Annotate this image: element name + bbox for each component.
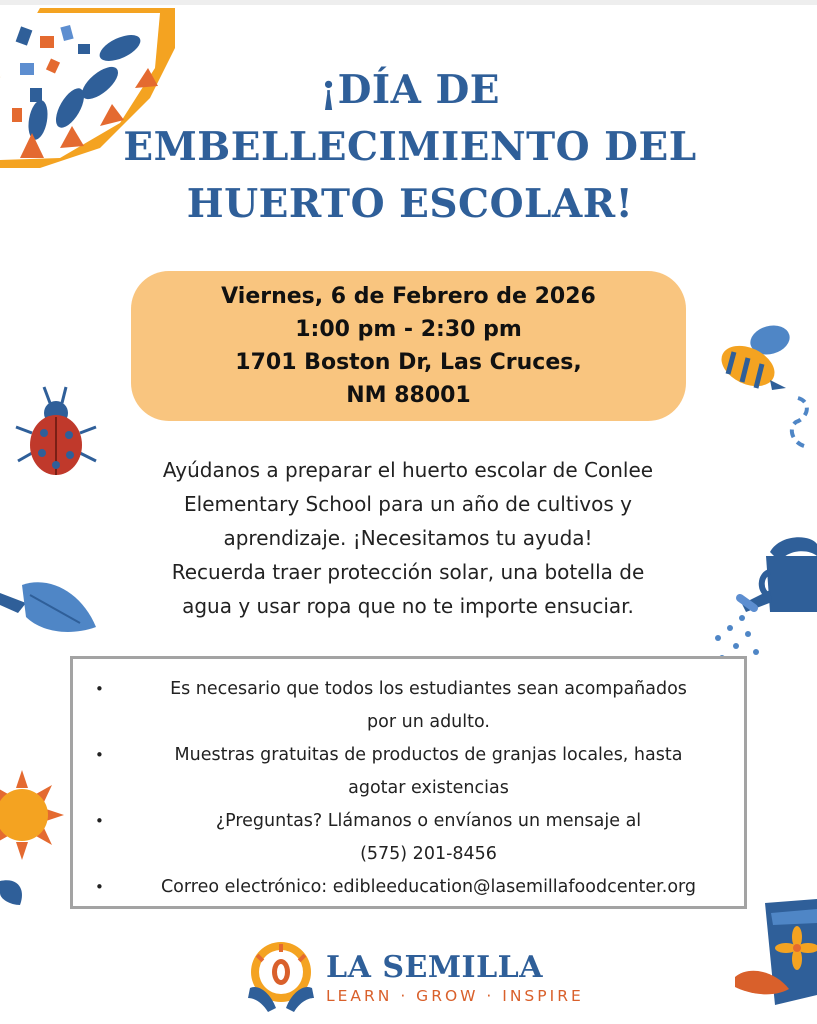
flower-pot-icon xyxy=(735,895,817,1024)
event-time: 1:00 pm - 2:30 pm xyxy=(295,317,522,342)
info-item-1-line-2: por un adulto. xyxy=(367,712,490,732)
description-line: aprendizaje. ¡Necesitamos tu ayuda! xyxy=(223,526,593,550)
event-address-line-1: 1701 Boston Dr, Las Cruces, xyxy=(235,350,582,375)
list-item xyxy=(73,805,744,871)
logo-tagline: LEARN · GROW · INSPIRE xyxy=(326,987,584,1005)
title-line-2: EMBELLECIMIENTO DEL xyxy=(123,124,697,170)
info-list xyxy=(73,673,744,904)
bullet: • xyxy=(95,680,104,698)
logo-name: LA SEMILLA xyxy=(326,950,544,985)
bullet: • xyxy=(95,812,104,830)
list-item xyxy=(73,673,744,739)
bullet: • xyxy=(95,746,104,764)
title-line-3: HUERTO ESCOLAR! xyxy=(186,181,634,227)
info-item-1-line-1: Es necesario que todos los estudiantes sean acompañados xyxy=(170,679,687,699)
bullet: • xyxy=(95,878,104,896)
page-title xyxy=(60,62,760,233)
bee-icon xyxy=(712,318,817,453)
event-details-box xyxy=(131,271,686,421)
trowel-icon xyxy=(0,565,100,645)
description xyxy=(108,453,708,623)
title-line-1: ¡DÍA DE xyxy=(319,67,501,113)
ladybug-icon xyxy=(14,383,100,483)
description-line: agua y usar ropa que no te importe ensuciar. xyxy=(182,594,634,618)
la-semilla-logo-icon xyxy=(246,940,316,1012)
info-box xyxy=(70,656,747,909)
description-line: Ayúdanos a preparar el huerto escolar de Conlee xyxy=(162,458,654,482)
list-item xyxy=(73,871,744,904)
description-line: Elementary School para un año de cultivos y xyxy=(184,492,632,516)
list-item xyxy=(73,739,744,805)
top-border xyxy=(0,0,817,5)
leaf-icon xyxy=(0,875,26,911)
info-item-2-line-2: agotar existencias xyxy=(348,778,509,798)
event-date: Viernes, 6 de Febrero de 2026 xyxy=(221,284,596,309)
info-item-3-line-1: ¿Preguntas? Llámanos o envíanos un mensaje al xyxy=(215,811,642,831)
la-semilla-logo xyxy=(246,940,584,1012)
description-line: Recuerda traer protección solar, una botella de xyxy=(171,560,645,584)
sun-icon xyxy=(0,770,64,860)
info-item-2-line-1: Muestras gratuitas de productos de granjas locales, hasta xyxy=(174,745,683,765)
phone-number[interactable]: (575) 201-8456 xyxy=(360,844,497,864)
email-contact[interactable]: Correo electrónico: edibleeducation@lasemillafoodcenter.org xyxy=(160,877,697,897)
event-address-line-2: NM 88001 xyxy=(346,383,471,408)
